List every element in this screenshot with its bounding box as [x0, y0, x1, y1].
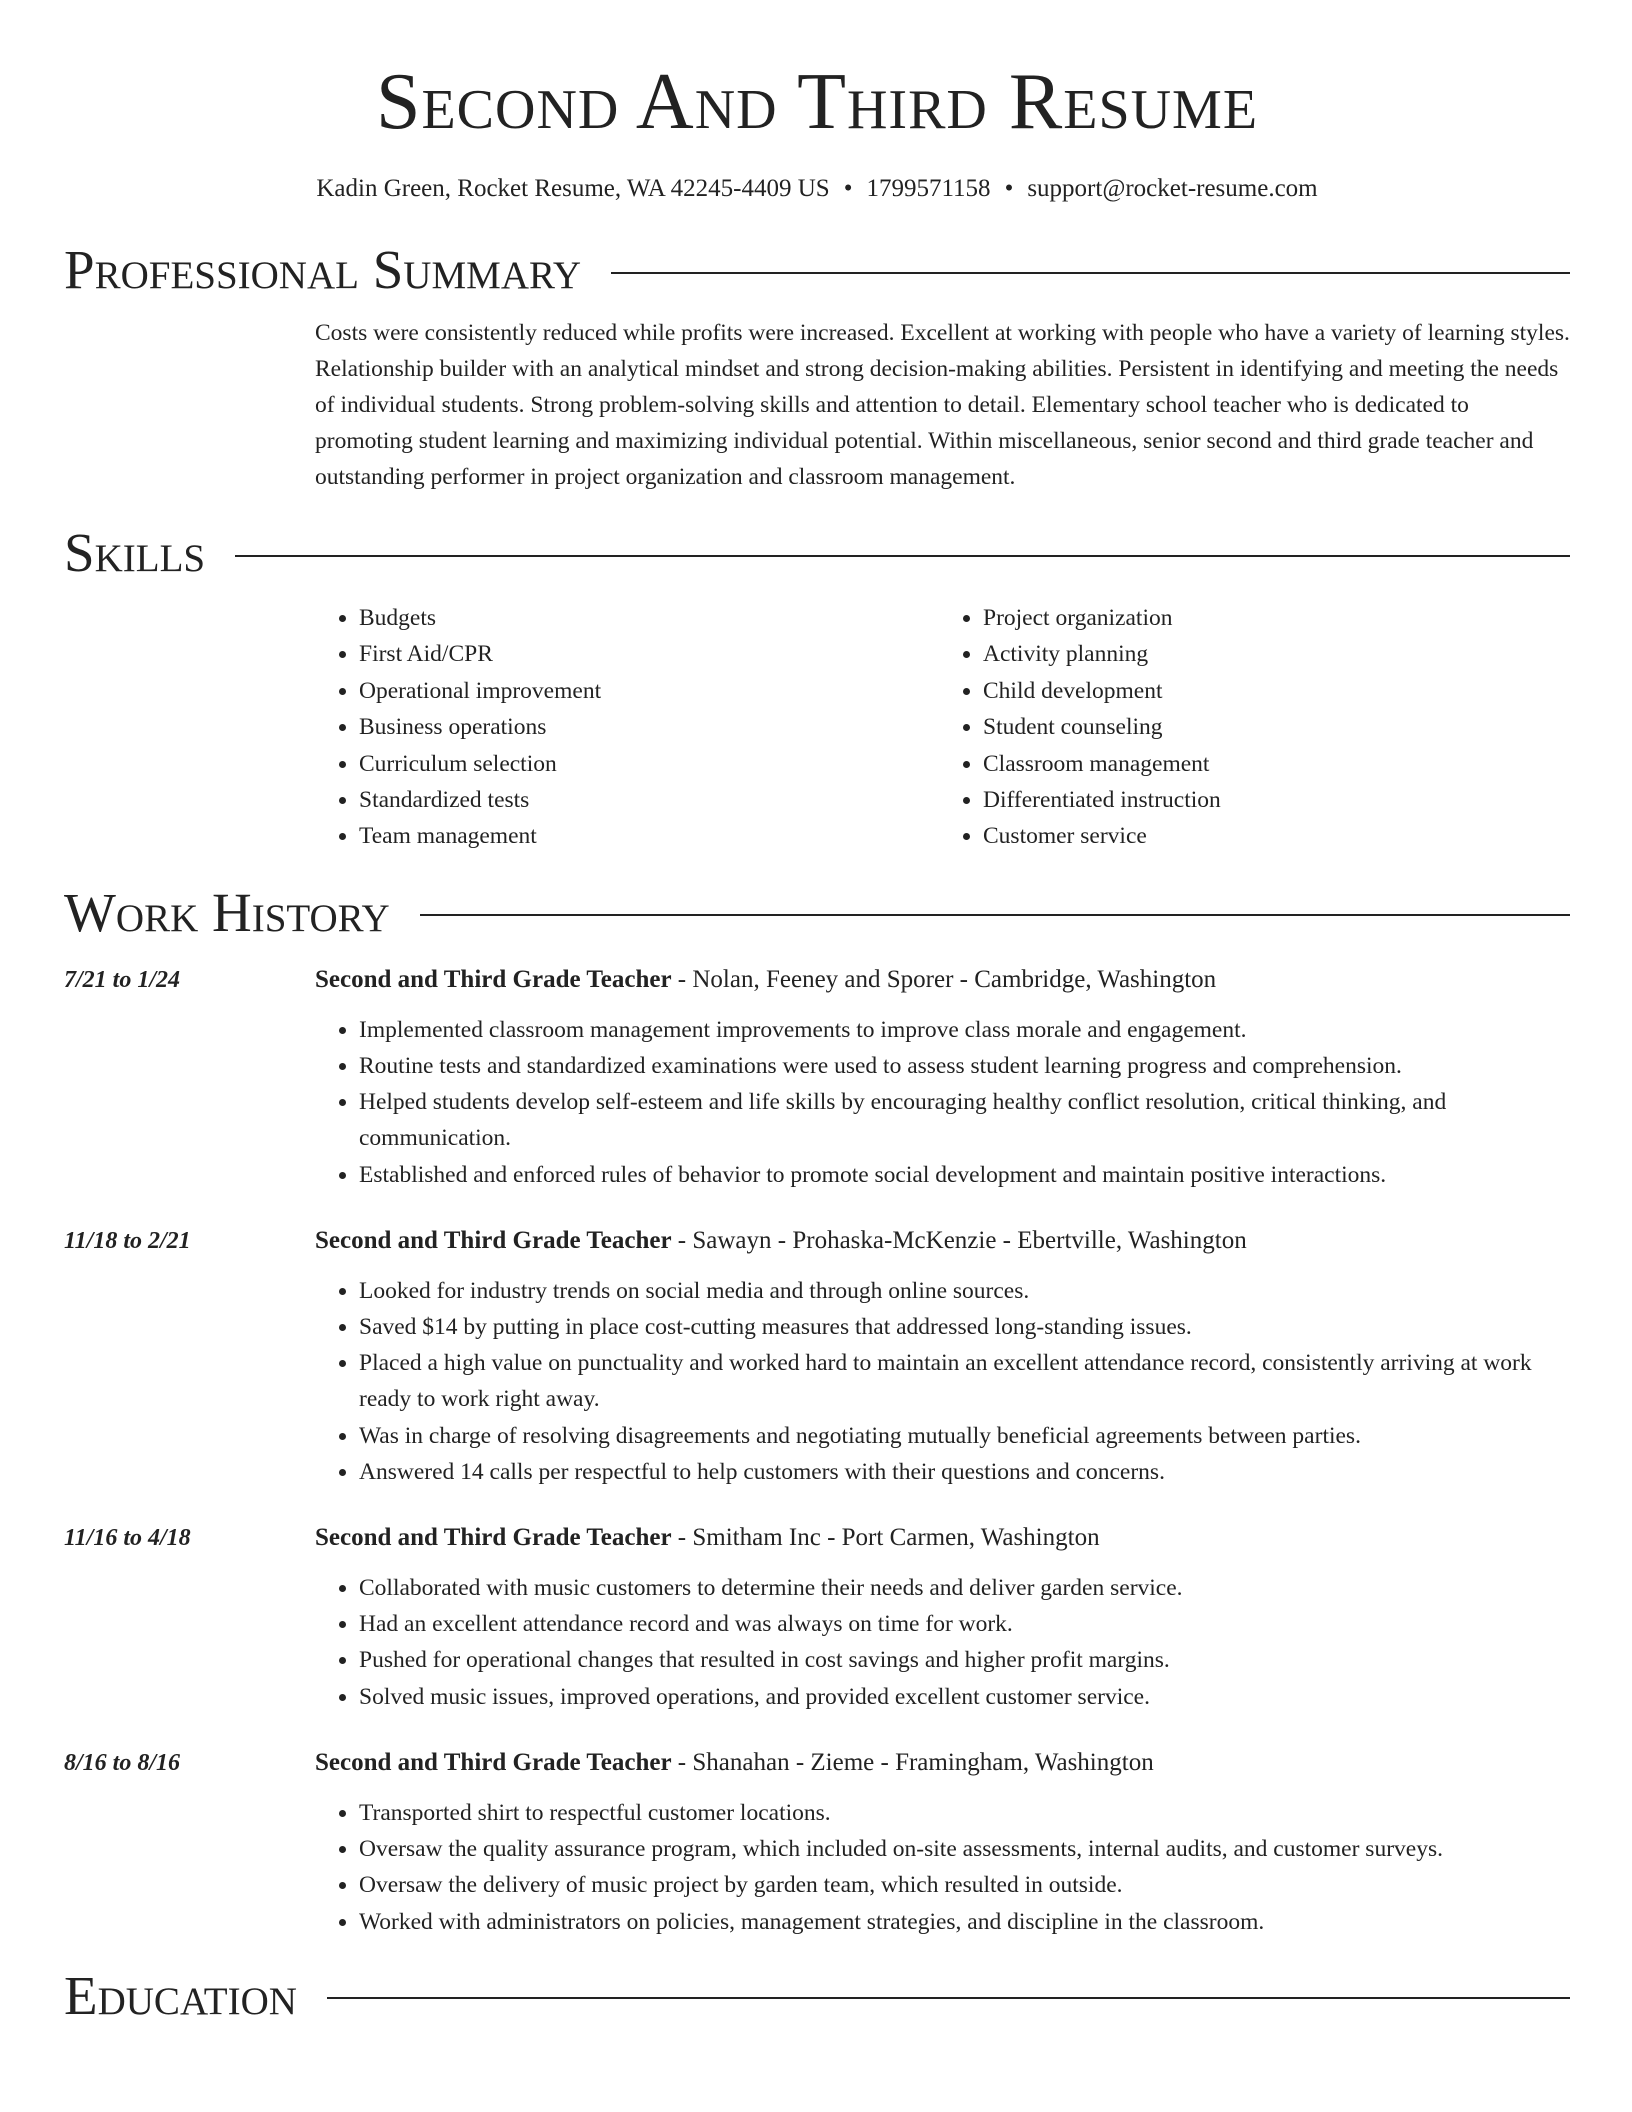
- section-divider: [420, 914, 1570, 916]
- job-bullet: • Looked for industry trends on social media and through online sources.: [359, 1273, 1570, 1309]
- contact-phone: 1799571158: [866, 175, 991, 202]
- job-dates: 8/16 to 8/16: [64, 1749, 181, 1776]
- job-body: [315, 1520, 1570, 1715]
- skill-item: • Business operations: [359, 709, 939, 745]
- skills-list: [315, 600, 1570, 855]
- skills-heading: Skills: [64, 522, 206, 583]
- job-bullet: • Helped students develop self-esteem and life skills by encouraging healthy conflict resolution, critical thinking, and communication.: [359, 1084, 1570, 1156]
- skill-item: • Customer service: [983, 818, 1563, 854]
- job-title: Second and Third Grade Teacher: [315, 1524, 672, 1552]
- skills-column-left: [315, 600, 939, 855]
- education-section-header: [64, 1964, 1570, 2026]
- skill-item: • Student counseling: [983, 709, 1563, 745]
- summary-heading: Professional Summary: [64, 239, 582, 300]
- skill-item: • Activity planning: [983, 636, 1563, 672]
- section-divider: [235, 555, 1570, 557]
- contact-address: Kadin Green, Rocket Resume, WA 42245-4409 US: [316, 175, 830, 202]
- job-bullets: [315, 1795, 1570, 1940]
- job-bullet: • Established and enforced rules of behavior to promote social development and maintain positive interactions.: [359, 1157, 1570, 1193]
- job-bullet: • Had an excellent attendance record and was always on time for work.: [359, 1606, 1570, 1642]
- job-body: [315, 1745, 1570, 1940]
- summary-section-header: [64, 239, 1570, 300]
- job-bullet: • Saved $14 by putting in place cost-cutting measures that addressed long-standing issues.: [359, 1309, 1570, 1345]
- job-body: [315, 962, 1570, 1193]
- skill-item: • Curriculum selection: [359, 746, 939, 782]
- skill-item: • First Aid/CPR: [359, 636, 939, 672]
- job-bullet: • Routine tests and standardized examinations were used to assess student learning progress and comprehension.: [359, 1048, 1570, 1084]
- job-title: Second and Third Grade Teacher: [315, 1226, 672, 1254]
- job-title: Second and Third Grade Teacher: [315, 1748, 672, 1776]
- job-entry: [64, 1520, 1570, 1715]
- skill-item: • Classroom management: [983, 746, 1563, 782]
- job-employer: - Shanahan - Zieme - Framingham, Washington: [671, 1748, 1154, 1776]
- job-dates: 7/21 to 1/24: [64, 966, 181, 993]
- job-header: [315, 1745, 1570, 1781]
- job-bullet: • Pushed for operational changes that resulted in cost savings and higher profit margins.: [359, 1642, 1570, 1678]
- skill-item: • Project organization: [983, 600, 1563, 636]
- section-divider: [327, 1997, 1570, 1999]
- skills-section-header: [64, 522, 1570, 583]
- job-bullet: • Oversaw the quality assurance program, which included on-site assessments, internal audits, and customer surveys.: [359, 1831, 1570, 1867]
- contact-separator: •: [1004, 175, 1014, 202]
- job-bullet: • Implemented classroom management improvements to improve class morale and engagement.: [359, 1012, 1570, 1048]
- skill-item: • Budgets: [359, 600, 939, 636]
- section-divider: [611, 272, 1570, 274]
- job-title: Second and Third Grade Teacher: [315, 965, 672, 993]
- job-entry: [64, 962, 1570, 1193]
- contact-email: support@rocket-resume.com: [1027, 175, 1318, 202]
- job-bullet: • Placed a high value on punctuality and worked hard to maintain an excellent attendance record, consistently arriving at work ready to work right away.: [359, 1345, 1570, 1417]
- job-bullet: • Solved music issues, improved operations, and provided excellent customer service.: [359, 1679, 1570, 1715]
- resume-title: Second And Third Resume: [375, 58, 1259, 146]
- job-employer: - Sawayn - Prohaska-McKenzie - Ebertville, Washington: [671, 1226, 1247, 1254]
- job-header: [315, 1223, 1570, 1259]
- work-section-header: [64, 881, 1570, 943]
- contact-line: [64, 174, 1570, 204]
- job-employer: - Nolan, Feeney and Sporer - Cambridge, Washington: [671, 965, 1217, 993]
- job-bullets: [315, 1012, 1570, 1193]
- job-bullet: • Was in charge of resolving disagreements and negotiating mutually beneficial agreements between parties.: [359, 1418, 1570, 1454]
- job-dates: 11/16 to 4/18: [64, 1525, 191, 1552]
- job-bullet: • Collaborated with music customers to determine their needs and deliver garden service.: [359, 1570, 1570, 1606]
- skill-item: • Standardized tests: [359, 782, 939, 818]
- job-body: [315, 1223, 1570, 1490]
- job-bullet: • Transported shirt to respectful customer locations.: [359, 1795, 1570, 1831]
- job-bullet: • Oversaw the delivery of music project by garden team, which resulted in outside.: [359, 1867, 1570, 1903]
- job-header: [315, 1520, 1570, 1556]
- job-dates: 11/18 to 2/21: [64, 1227, 191, 1254]
- job-bullet: • Worked with administrators on policies, management strategies, and discipline in the classroom.: [359, 1904, 1570, 1940]
- job-entry: [64, 1223, 1570, 1490]
- summary-text: Costs were consistently reduced while profits were increased. Excellent at working with people who have a variety of learning styles. Relationship builder with an analytical mindset and strong decision-making abilities. Persistent in identifying and meeting the needs of individual students. Strong problem-solving skills and attention to detail. Elementary school teacher who is dedicated to promoting student learning and maximizing individual potential. Within miscellaneous, senior second and third grade teacher and outstanding performer in project organization and classroom management.: [315, 320, 1570, 490]
- skill-item: • Differentiated instruction: [983, 782, 1563, 818]
- job-bullet: • Answered 14 calls per respectful to help customers with their questions and concerns.: [359, 1454, 1570, 1490]
- skills-column-right: [939, 600, 1563, 855]
- job-employer: - Smitham Inc - Port Carmen, Washington: [671, 1524, 1100, 1552]
- work-heading: Work History: [64, 881, 390, 943]
- contact-separator: •: [843, 175, 853, 202]
- job-bullets: [315, 1273, 1570, 1490]
- education-heading: Education: [64, 1964, 297, 2026]
- skill-item: • Child development: [983, 673, 1563, 709]
- skill-item: • Operational improvement: [359, 673, 939, 709]
- skill-item: • Team management: [359, 818, 939, 854]
- job-bullets: [315, 1570, 1570, 1715]
- job-header: [315, 962, 1570, 998]
- job-entry: [64, 1745, 1570, 1940]
